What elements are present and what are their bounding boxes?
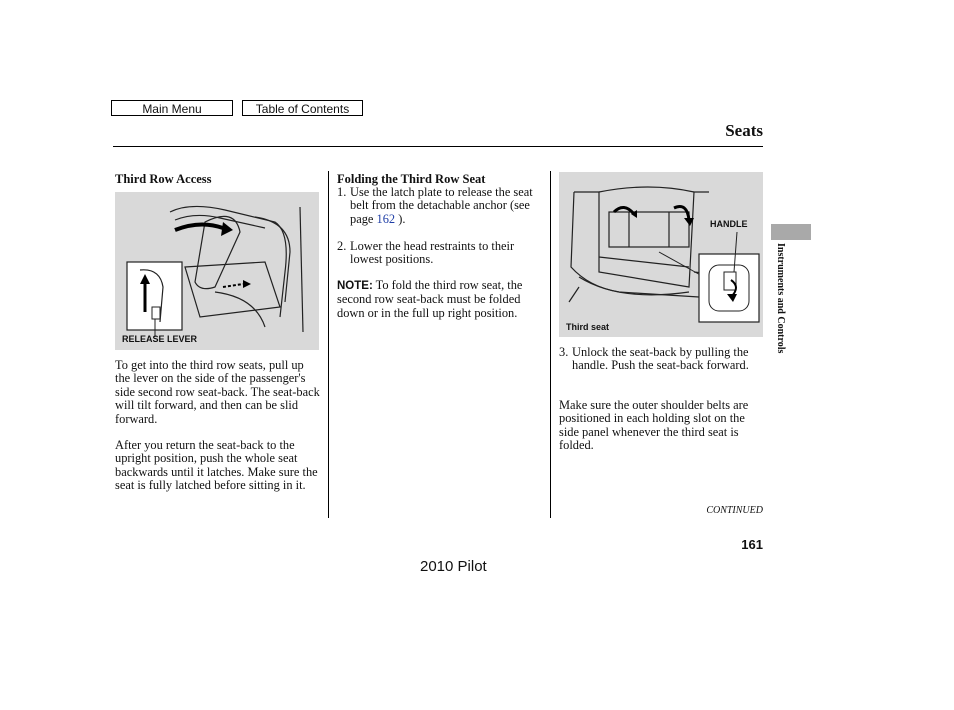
step-1-number: 1. bbox=[337, 185, 347, 199]
shoulder-belts-paragraph: Make sure the outer shoulder belts are positioned in each holding slot on the side panel whenever the third seat is folded. bbox=[559, 398, 749, 453]
note-label: NOTE: bbox=[337, 280, 373, 292]
release-lever-label: RELEASE LEVER bbox=[122, 334, 198, 344]
section-heading-third-row-access: Third Row Access bbox=[115, 172, 212, 186]
column-divider-1 bbox=[328, 171, 329, 518]
step-1-end: ). bbox=[395, 211, 406, 226]
continued-label: CONTINUED bbox=[706, 505, 763, 516]
note-text: To fold the third row seat, the second row seat-back must be folded down or in the full up right position. bbox=[337, 278, 523, 320]
release-lever-illustration bbox=[115, 192, 319, 350]
header-rule bbox=[113, 146, 763, 147]
side-tab-label: Instruments and Controls bbox=[775, 243, 786, 354]
third-row-access-paragraph-1: To get into the third row seats, pull up the lever on the side of the passenger's side second row seat-back. The seat-back will tilt forward, and then can be slid forward. bbox=[115, 358, 320, 426]
step-2 bbox=[337, 240, 539, 267]
model-name: 2010 Pilot bbox=[420, 558, 487, 575]
step-2-number: 2. bbox=[337, 239, 347, 253]
step-1 bbox=[337, 186, 539, 226]
column-divider-2 bbox=[550, 171, 551, 518]
handle-label: HANDLE bbox=[710, 219, 748, 229]
section-heading-folding-third-row: Folding the Third Row Seat bbox=[337, 172, 486, 186]
section-side-tab[interactable] bbox=[771, 224, 811, 240]
step-3 bbox=[559, 346, 759, 373]
table-of-contents-button[interactable]: Table of Contents bbox=[242, 100, 363, 116]
page-162-link[interactable]: 162 bbox=[376, 211, 396, 226]
third-seat-caption: Third seat bbox=[566, 322, 610, 332]
main-menu-button[interactable]: Main Menu bbox=[111, 100, 233, 116]
third-seat-illustration bbox=[559, 172, 763, 337]
step-1-text: Use the latch plate to release the seat belt from the detachable anchor (see page bbox=[350, 185, 533, 226]
note-paragraph bbox=[337, 279, 527, 320]
cargo-drawing bbox=[559, 172, 763, 337]
step-2-text: Lower the head restraints to their lowest positions. bbox=[350, 239, 515, 267]
seat-drawing bbox=[115, 192, 319, 350]
page-number: 161 bbox=[741, 537, 763, 552]
page-title: Seats bbox=[725, 121, 763, 140]
step-3-number: 3. bbox=[559, 345, 569, 359]
third-row-access-paragraph-2: After you return the seat-back to the upright position, push the whole seat backwards until it latches. Make sure the seat is fully latched before sitting in it. bbox=[115, 438, 318, 493]
step-3-text: Unlock the seat-back by pulling the handle. Push the seat-back forward. bbox=[572, 345, 749, 373]
